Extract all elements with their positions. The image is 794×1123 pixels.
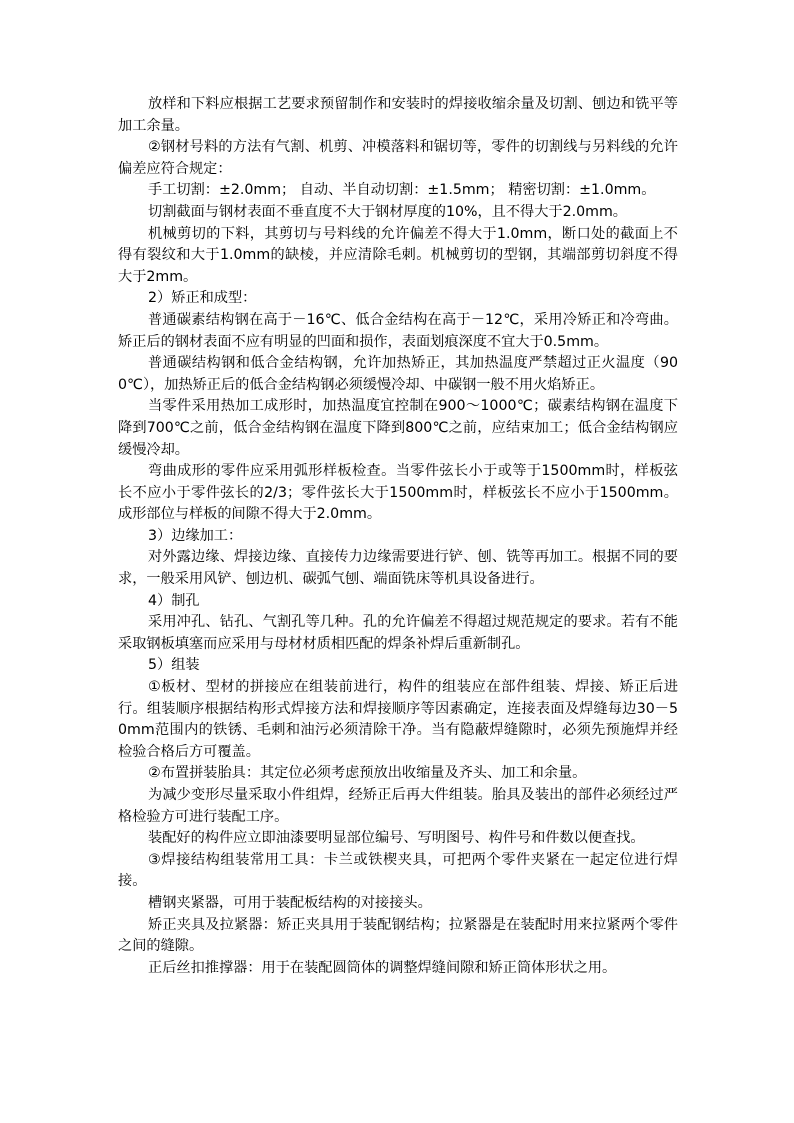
paragraph-template-check: 弯曲成形的零件应采用弧形样板检查。当零件弦长小于或等于1500mm时，样板弦长不应小于零件弦长的2/3；零件弦长大于1500mm时，样板弦长不应小于1500mm。成形部位与样板的间隙不得大于2.0mm。 (118, 463, 678, 523)
paragraph-assembly-sequence: ①板材、型材的拼接应在组装前进行，构件的组装应在部件组装、焊接、矫正后进行。组装顺序根据结构形式焊接方法和焊接顺序等因素确定，连接表面及焊缝每边30－50mm范围内的铁锈、毛刺和油污必须清除干净。当有隐蔽焊缝隙时，必须先预施焊并经检验合格后方可覆盖。 (118, 679, 678, 760)
paragraph-hot-forming: 当零件采用热加工成形时，加热温度宜控制在900～1000℃；碳素结构钢在温度下降到700℃之前，低合金结构钢在温度下降到800℃之前，应结束加工；低合金结构钢应缓慢冷却。 (118, 398, 678, 458)
paragraph-hole-making: 采用冲孔、钻孔、气割孔等几种。孔的允许偏差不得超过规范规定的要求。若有不能采取钢板填塞而应采用与母材材质相匹配的焊条补焊后重新制孔。 (118, 614, 678, 652)
heading-straightening: 2）矫正和成型： (148, 290, 257, 307)
paragraph-assembly-tools: ③焊接结构组装常用工具：卡兰或铁楔夹具，可把两个零件夹紧在一起定位进行焊接。 (118, 851, 678, 890)
paragraph-component-marking: 装配好的构件应立即油漆要明显部位编号、写明图号、构件号和件数以便查找。 (148, 830, 645, 847)
paragraph-cold-straightening: 普通碳素结构钢在高于－16℃、低合金结构在高于－12℃，采用冷矫正和冷弯曲。矫正后的钢材表面不应有明显的凹面和损作，表面划痕深度不宜大于0.5mm。 (118, 311, 678, 350)
paragraph-heat-straightening: 普通碳结构钢和低合金结构钢，允许加热矫正，其加热温度严禁超过正火温度（900℃），加热矫正后的低合金结构钢必须缓慢冷却、中碳钢一般不用火焰矫正。 (118, 355, 678, 393)
paragraph-cut-perpendicularity: 切割截面与钢材表面不垂直度不大于钢材厚度的10%，且不得大于2.0mm。 (148, 203, 627, 220)
paragraph-jig-layout: ②布置拼装胎具：其定位必须考虑预放出收缩量及齐头、加工和余量。 (148, 765, 587, 782)
paragraph-straightening-clamp: 矫正夹具及拉紧器：矫正夹具用于装配钢结构；拉紧器是在装配时用来拉紧两个零件之间的缝隙。 (118, 916, 678, 955)
document-body (118, 94, 678, 979)
heading-edge-processing: 3）边缘加工： (148, 527, 243, 544)
paragraph-screw-jack: 正后丝扣推撑器：用于在装配圆筒体的调整焊缝间隙和矫正筒体形状之用。 (148, 959, 617, 976)
paragraph-allowance: 放样和下料应根据工艺要求预留制作和安装时的焊接收缩余量及切割、刨边和铣平等加工余量。 (118, 96, 678, 134)
heading-assembly: 5）组装 (148, 657, 200, 674)
paragraph-channel-clamp: 槽钢夹紧器，可用于装配板结构的对接接头。 (148, 894, 432, 911)
paragraph-mechanical-shearing: 机械剪切的下料，其剪切与号料线的允许偏差不得大于1.0mm，断口处的截面上不得有裂纹和大于1.0mm的缺棱，并应清除毛刺。机械剪切的型钢，其端部剪切斜度不得大于2mm。 (118, 225, 678, 285)
paragraph-deformation-control: 为减少变形尽量采取小件组焊，经矫正后再大件组装。胎具及装出的部件必须经过严格检验方可进行装配工序。 (118, 787, 678, 825)
paragraph-edge-processing: 对外露边缘、焊接边缘、直接传力边缘需要进行铲、刨、铣等再加工。根据不同的要求，一般采用风铲、刨边机、碳弧气刨、端面铣床等机具设备进行。 (118, 549, 678, 588)
paragraph-cutting-tolerances: 手工切割：±2.0mm； 自动、半自动切割：±1.5mm； 精密切割：±1.0mm。 (148, 182, 656, 199)
heading-hole-making: 4）制孔 (148, 592, 200, 609)
paragraph-marking-methods: ②钢材号料的方法有气割、机剪、冲模落料和锯切等，零件的切割线与另料线的允许偏差应符合规定： (118, 139, 678, 177)
